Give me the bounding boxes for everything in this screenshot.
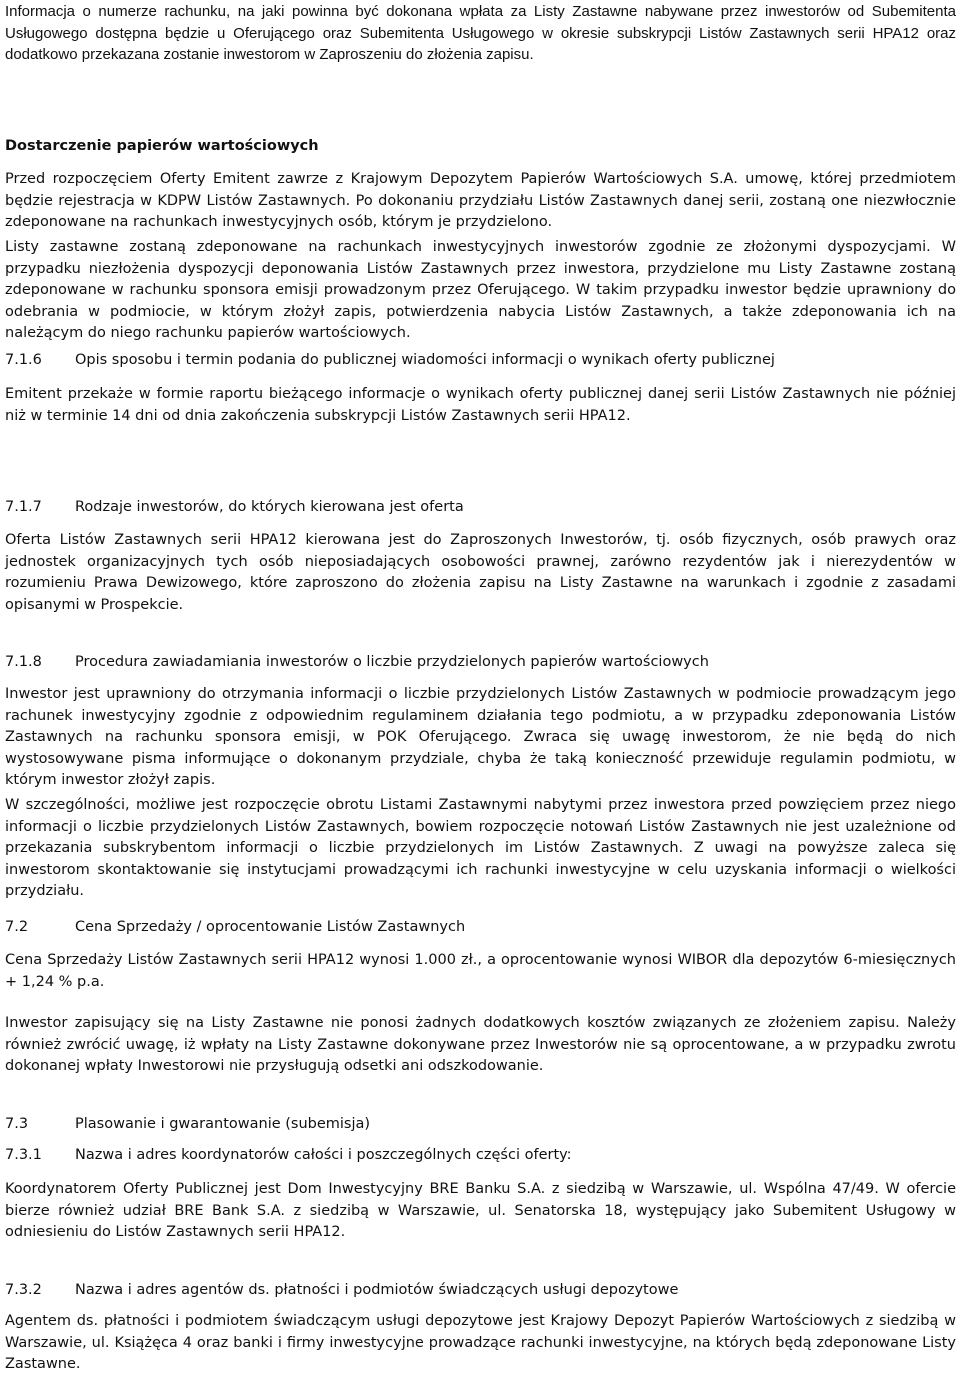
section-7-1-7-paragraph: Oferta Listów Zastawnych serii HPA12 kierowana jest do Zaproszonych Inwestorów, tj. osób fizycznych, osób prawych oraz jednostek organizacyjnych tych osób nieposiadających osobowości prawnej, zarówno rezydentów jak i nierezydentów w rozumieniu Prawa Dewizowego, które zaproszono do złożenia zapisu na Listy Zastawne na warunkach i zgodnie z zasadami opisanymi w Prospekcie. bbox=[5, 532, 956, 613]
section-7-3-1-paragraph: Koordynatorem Oferty Publicznej jest Dom Inwestycyjny BRE Banku S.A. z siedzibą w Warszawie, ul. Wspólna 47/49. W ofercie bierze również udział BRE Bank S.A. z siedzibą w Warszawie, ul. Senatorska 18, występujący jako Subemitent Usługowy w odniesieniu do Listów Zastawnych serii HPA12. bbox=[5, 1181, 956, 1240]
section-7-2-paragraph-2: Inwestor zapisujący się na Listy Zastawne nie ponosi żadnych dodatkowych kosztów związanych ze złożeniem zapisu. Należy również zwrócić uwagę, iż wpłaty na Listy Zastawne dokonywane przez Inwestorów nie są oprocentowane, a w przypadku zwrotu dokonanej wpłaty Inwestorowi nie przysługują odsetki ani odszkodowanie. bbox=[5, 1015, 956, 1074]
delivery-paragraph-1: Przed rozpoczęciem Oferty Emitent zawrze z Krajowym Depozytem Papierów Wartościowych S.A. umowę, której przedmiotem będzie rejestracja w KDPW Listów Zastawnych. Po dokonaniu przydziału Listów Zastawnych danej serii, zostaną one niezwłocznie zdeponowane na rachunkach inwestycyjnych osób, którym je przydzielono. bbox=[5, 171, 956, 230]
section-7-1-8-paragraph-1: Inwestor jest uprawniony do otrzymania informacji o liczbie przydzielonych Listów Zastawnych w podmiocie prowadzącym jego rachunek inwestycyjny zgodnie z odpowiednim regulaminem działania tego podmiotu, a w przypadku zdeponowania Listów Zastawnych na rachunku sponsora emisji, w POK Oferującego. Zwraca się uwagę inwestorom, że nie będą do nich wystosowywane pisma informujące o dokonanym przydziale, chyba że taką konieczność przewiduje regulamin podmiotu, w którym inwestor złożył zapis. bbox=[5, 686, 956, 788]
section-7-3-2-heading bbox=[5, 1280, 956, 1302]
section-7-3-2-paragraph: Agentem ds. płatności i podmiotem świadczącym usługi depozytowe jest Krajowy Depozyt Papierów Wartościowych z siedzibą w Warszawie, ul. Książęca 4 oraz banki i firmy inwestycyjne prowadzące rachunki inwestycyjne, na których będą zdeponowane Listy Zastawne. bbox=[5, 1313, 956, 1372]
delivery-heading: Dostarczenie papierów wartościowych bbox=[5, 138, 319, 154]
section-7-3-1-heading bbox=[5, 1145, 956, 1167]
section-7-2-heading bbox=[5, 917, 956, 939]
delivery-paragraph-2: Listy zastawne zostaną zdeponowane na rachunkach inwestycyjnych inwestorów zgodnie ze złożonymi dyspozycjami. W przypadku niezłożenia dyspozycji deponowania Listów Zastawnych przez inwestora, przydzielone mu Listy Zastawne zostaną zdeponowane w rachunku sponsora emisji prowadzonym przez Oferującego. W takim przypadku inwestor będzie uprawniony do odebrania w podmiocie, w którym złożył zapis, potwierdzenia nabycia Listów Zastawnych, a także zdeponowania ich na należącym do niego rachunku papierów wartościowych. bbox=[5, 239, 956, 341]
section-7-1-6-heading bbox=[5, 350, 956, 372]
section-title: Plasowanie i gwarantowanie (subemisja) bbox=[75, 1116, 371, 1132]
section-number: 7.1.7 bbox=[5, 499, 42, 515]
section-number: 7.3 bbox=[5, 1116, 29, 1132]
section-number: 7.1.8 bbox=[5, 654, 42, 670]
section-title: Opis sposobu i termin podania do publicznej wiadomości informacji o wynikach oferty publicznej bbox=[75, 352, 775, 368]
section-title: Nazwa i adres koordynatorów całości i poszczególnych części oferty: bbox=[75, 1147, 572, 1163]
section-number: 7.3.1 bbox=[5, 1147, 42, 1163]
section-7-1-8-paragraph-2: W szczególności, możliwe jest rozpoczęcie obrotu Listami Zastawnymi nabytymi przez inwestora przed powzięciem przez niego informacji o liczbie przydzielonych Listów Zastawnych, bowiem rozpoczęcie notowań Listów Zastawnych nie jest uzależnione od przekazania subskrybentom informacji o liczbie przydzielonych im Listów Zastawnych. Z uwagi na powyższe zaleca się inwestorom skontaktowanie się instytucjami prowadzącymi ich rachunki inwestycyjne w celu uzyskania informacji o wielkości przydziału. bbox=[5, 797, 956, 899]
section-title: Cena Sprzedaży / oprocentowanie Listów Zastawnych bbox=[75, 919, 466, 935]
section-title: Nazwa i adres agentów ds. płatności i podmiotów świadczących usługi depozytowe bbox=[75, 1282, 679, 1298]
section-title: Procedura zawiadamiania inwestorów o liczbie przydzielonych papierów wartościowych bbox=[75, 654, 709, 670]
intro-paragraph: Informacja o numerze rachunku, na jaki powinna być dokonana wpłata za Listy Zastawne nabywane przez inwestorów od Subemitenta Usługowego dostępna będzie u Oferującego oraz Subemitenta Usługowego w okresie subskrypcji Listów Zastawnych serii HPA12 oraz dodatkowo przekazana zostanie inwestorom w Zaproszeniu do złożenia zapisu. bbox=[5, 3, 956, 63]
section-number: 7.2 bbox=[5, 919, 29, 935]
section-number: 7.3.2 bbox=[5, 1282, 42, 1298]
section-7-3-heading bbox=[5, 1114, 956, 1136]
section-7-1-7-heading bbox=[5, 497, 956, 519]
section-7-1-8-heading bbox=[5, 652, 956, 674]
section-title: Rodzaje inwestorów, do których kierowana jest oferta bbox=[75, 499, 464, 515]
section-number: 7.1.6 bbox=[5, 352, 42, 368]
section-7-2-paragraph-1: Cena Sprzedaży Listów Zastawnych serii HPA12 wynosi 1.000 zł., a oprocentowanie wynosi WIBOR dla depozytów 6-miesięcznych + 1,24 % p.a. bbox=[5, 952, 956, 990]
section-7-1-6-paragraph: Emitent przekaże w formie raportu bieżącego informacje o wynikach oferty publicznej danej serii Listów Zastawnych nie później niż w terminie 14 dni od dnia zakończenia subskrypcji Listów Zastawnych serii HPA12. bbox=[5, 386, 956, 424]
